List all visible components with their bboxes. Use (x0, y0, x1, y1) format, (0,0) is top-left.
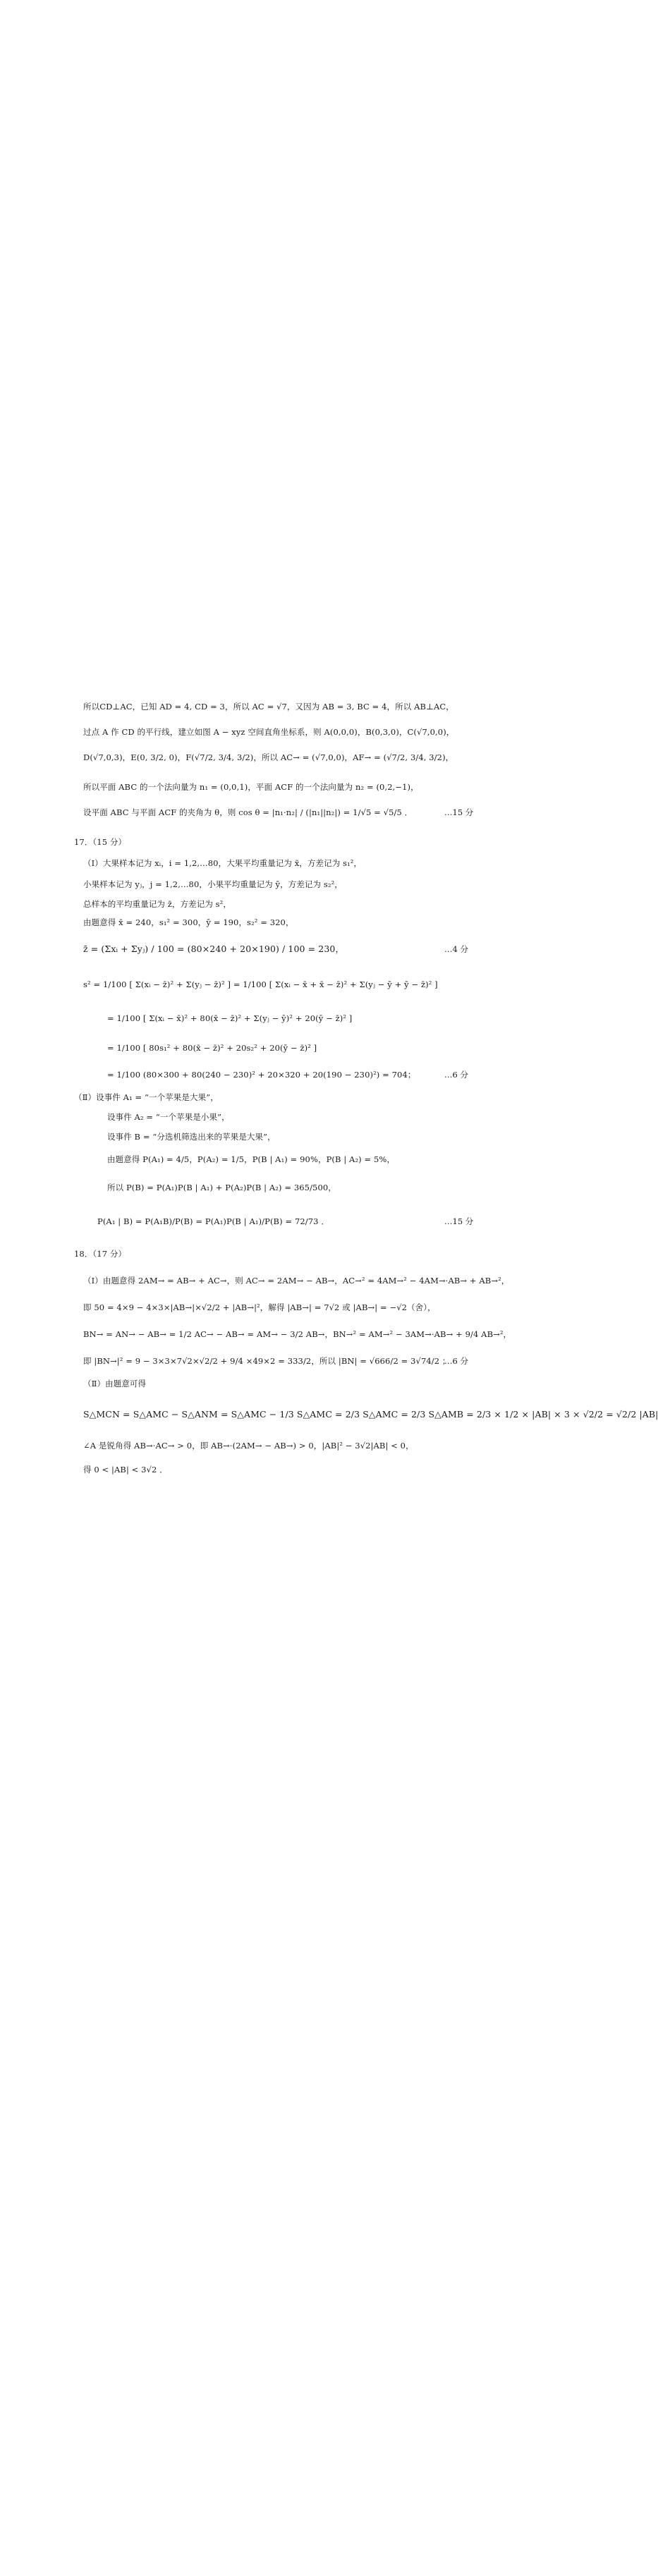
solution-line: 设事件 B = “分选机筛选出来的苹果是大果”， (107, 1132, 276, 1142)
solution-line: 设平面 ABC 与平面 ACF 的夹角为 θ，则 cos θ = |n₁·n₂| / (|n₁||n₂|) = 1/√5 = √5/5 ． (83, 807, 413, 817)
solution-line: 所以 P(B) = P(A₁)P(B | A₁) + P(A₂)P(B | A₂) = 365/500， (107, 1183, 336, 1192)
solution-line: （Ⅰ）大果样本记为 xᵢ，i = 1,2,…80，大果平均重量记为 x̄，方差记为 s₁²， (83, 858, 362, 868)
question-heading: 18．（17 分） (74, 1249, 127, 1259)
solution-line: 过点 A 作 CD 的平行线，建立如图 A − xyz 空间直角坐标系，则 A(0,0,0)，B(0,3,0)，C(√7,0,0)， (83, 727, 455, 737)
solution-line: 所以CD⊥AC，已知 AD = 4, CD = 3，所以 AC = √7，又因为 AB = 3, BC = 4，所以 AB⊥AC， (83, 702, 454, 712)
solution-line: 所以平面 ABC 的一个法向量为 n₁ = (0,0,1)，平面 ACF 的一个法向量为 n₂ = (0,2,−1)， (83, 782, 419, 792)
score-note: …6 分 (444, 1356, 468, 1366)
score-note: …6 分 (444, 1070, 468, 1080)
formula-line: S△MCN = S△AMC − S△ANM = S△AMC − 1/3 S△AMC = 2/3 S△AMC = 2/3 S△AMB = 2/3 × 1/2 × |AB| × 3 × √2/2 = √2/2 |AB| (83, 1409, 658, 1420)
solution-line: ∠A 是锐角得 AB→·AC→ > 0，即 AB→·(2AM→ − AB→) > 0，|AB|² − 3√2|AB| < 0， (83, 1441, 414, 1451)
formula-line: s² = 1/100 [ Σ(xᵢ − z̄)² + Σ(yⱼ − z̄)² ] = 1/100 [ Σ(xᵢ − x̄ + x̄ − z̄)² + Σ(yⱼ − ȳ + ȳ − z̄)² ] (83, 979, 438, 989)
solution-line: 即 |BN→|² = 9 − 3×3×7√2×√2/2 + 9/4 ×49×2 = 333/2，所以 |BN| = √666/2 = 3√74/2 ； (83, 1356, 451, 1366)
formula-line: = 1/100 [ 80s₁² + 80(x̄ − z̄)² + 20s₂² + 20(ȳ − z̄)² ] (107, 1043, 317, 1053)
score-note: …15 分 (444, 807, 474, 817)
solution-line: BN→ = AN→ − AB→ = 1/2 AC→ − AB→ = AM→ − 3/2 AB→，BN→² = AM→² − 3AM→·AB→ + 9/4 AB→²， (83, 1329, 512, 1339)
solution-line: （Ⅱ）由题意可得 (83, 1379, 147, 1388)
solution-line: 总样本的平均重量记为 z̄，方差记为 s²， (83, 899, 231, 909)
solution-line: 即 50 = 4×9 − 4×3×|AB→|×√2/2 + |AB→|²，解得 |AB→| = 7√2 或 |AB→| = −√2（舍）， (83, 1302, 436, 1312)
solution-line: 由题意得 x̄ = 240，s₁² = 300，ȳ = 190，s₂² = 320， (83, 917, 294, 927)
solution-line: （Ⅱ）设事件 A₁ = “一个苹果是大果”， (74, 1092, 219, 1102)
formula-line: = 1/100 (80×300 + 80(240 − 230)² + 20×320 + 20(190 − 230)²) = 704； (107, 1070, 416, 1080)
solution-line: 设事件 A₂ = “一个苹果是小果”， (107, 1112, 230, 1122)
score-note: …15 分 (444, 1216, 474, 1226)
formula-line: P(A₁ | B) = P(A₁B)/P(B) = P(A₁)P(B | A₁)/P(B) = 72/73 ． (97, 1216, 329, 1226)
formula-line: = 1/100 [ Σ(xᵢ − x̄)² + 80(x̄ − z̄)² + Σ(yⱼ − ȳ)² + 20(ȳ − z̄)² ] (107, 1013, 353, 1023)
question-heading: 17．（15 分） (74, 837, 127, 847)
solution-line: 得 0 < |AB| < 3√2 ． (83, 1465, 168, 1475)
solution-line: 由题意得 P(A₁) = 4/5，P(A₂) = 1/5，P(B | A₁) = 90%，P(B | A₂) = 5%， (107, 1154, 396, 1164)
formula-line: z̄ = (Σxᵢ + Σyⱼ) / 100 = (80×240 + 20×190) / 100 = 230， (83, 944, 345, 954)
solution-line: （Ⅰ）由题意得 2AM→ = AB→ + AC→，则 AC→ = 2AM→ − AB→，AC→² = 4AM→² − 4AM→·AB→ + AB→²， (83, 1276, 510, 1286)
solution-line: 小果样本记为 yⱼ，j = 1,2,…80，小果平均重量记为 ȳ，方差记为 s₂²， (83, 879, 343, 889)
solution-line: D(√7,0,3)，E(0, 3/2, 0)，F(√7/2, 3/4, 3/2)，所以 AC→ = (√7,0,0)，AF→ = (√7/2, 3/4, 3/2)， (83, 752, 454, 762)
score-note: …4 分 (444, 944, 468, 954)
